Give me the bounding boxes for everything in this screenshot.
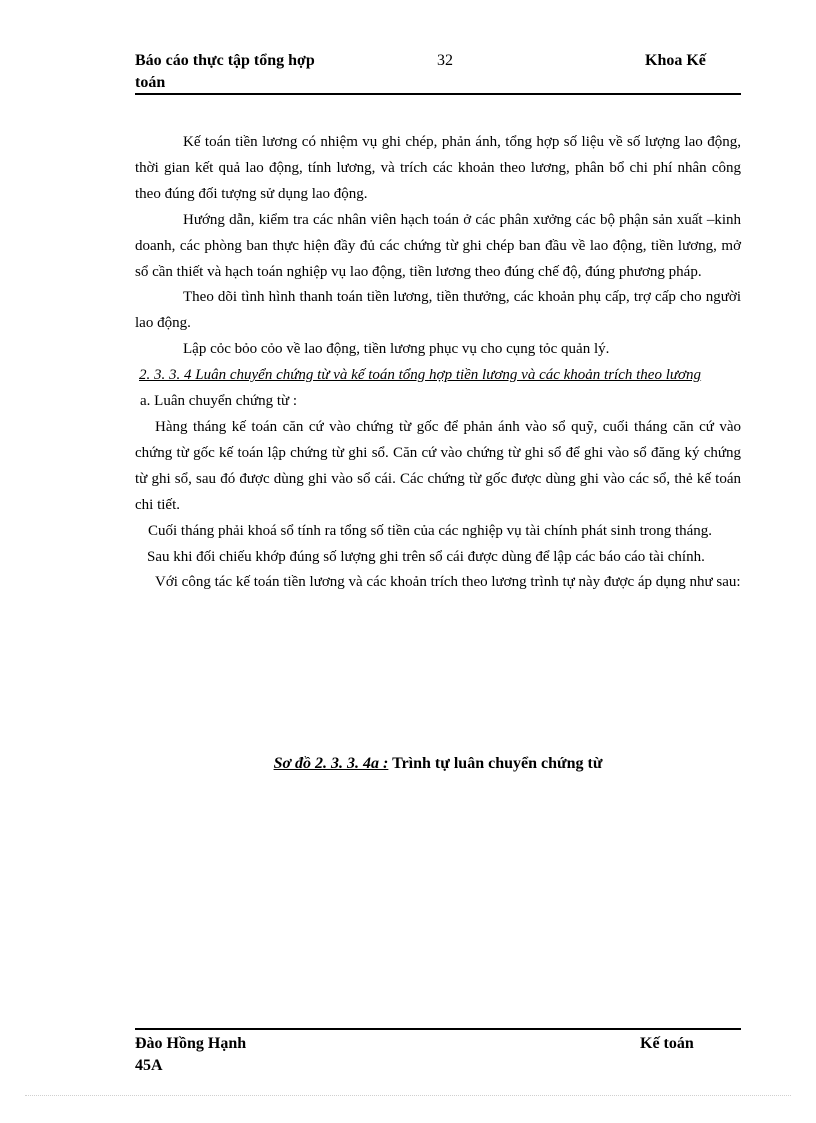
paragraph-7: Sau khi đối chiếu khớp đúng số lượng ghi trên sổ cái được dùng để lập các báo cáo tài chính. [147, 548, 705, 565]
paragraph-4: Lập cỏc bỏo cỏo về lao động, tiền lương phục vụ cho cụng tỏc quản lý. [183, 341, 610, 358]
paragraph-8: Với công tác kế toán tiền lương và các khoản trích theo lương trình tự này được áp dụng như sau: [155, 574, 741, 591]
paragraph-6: Cuối tháng phải khoá sổ tính ra tổng số tiền của các nghiệp vụ tài chính phát sinh trong tháng. [148, 522, 713, 539]
subsection-a: a. Luân chuyển chứng từ : [140, 393, 298, 410]
footer-left [135, 1033, 246, 1077]
header-report-title-cont: toán [135, 74, 166, 91]
paragraph-5: Hàng tháng kế toán căn cứ vào chứng từ gốc để phản ánh vào sổ quỹ, cuối tháng căn cứ vào chứng từ gốc kế toán lập chứng từ ghi sổ. Căn cứ vào chứng từ ghi sổ để ghi vào sổ đăng ký chứng từ ghi sổ, sau đó được dùng ghi vào sổ cái. Các chứng từ gốc được dùng ghi vào các sổ, thẻ kế toán chi tiết. [135, 418, 741, 513]
body-content [135, 130, 741, 596]
header-report-title: Báo cáo thực tập tổng hợp [135, 52, 315, 69]
author-class: 45A [135, 1057, 163, 1074]
diagram-caption [135, 755, 741, 773]
author-name: Đào Hồng Hạnh [135, 1035, 247, 1052]
header-rule [135, 93, 741, 95]
paragraph-3: Theo dõi tình hình thanh toán tiền lương, tiền thưởng, các khoản phụ cấp, trợ cấp cho người lao động. [135, 289, 741, 332]
paragraph-2: Hướng dẫn, kiểm tra các nhân viên hạch toán ở các phân xưởng các bộ phận sản xuất –kinh doanh, các phòng ban thực hiện đầy đủ các chứng từ ghi chép ban đầu về lao động, tiền lương, mở sổ cần thiết và hạch toán nghiệp vụ lao động, tiền lương theo đúng chế độ, đúng phương pháp. [135, 211, 741, 280]
header-right: Khoa Kế [645, 52, 706, 69]
footer-right: Kế toán [640, 1035, 694, 1052]
page-edge-divider [25, 1095, 791, 1096]
section-heading: 2. 3. 3. 4 Luân chuyển chứng từ và kế toán tổng hợp tiền lương và các khoản trích theo lương [139, 367, 702, 384]
paragraph-1: Kế toán tiền lương có nhiệm vụ ghi chép, phản ánh, tổng hợp số liệu về số lượng lao động, thời gian kết quả lao động, tính lương, và trích các khoản theo lương, phân bổ chi phí nhân công theo đúng đối tượng sử dụng lao động. [135, 134, 741, 202]
caption-text: Trình tự luân chuyển chứng từ [388, 755, 603, 772]
footer-rule [135, 1028, 741, 1030]
page-number: 32 [437, 52, 453, 69]
caption-label: Sơ đồ 2. 3. 3. 4a : [273, 755, 389, 772]
header-left [135, 50, 315, 94]
